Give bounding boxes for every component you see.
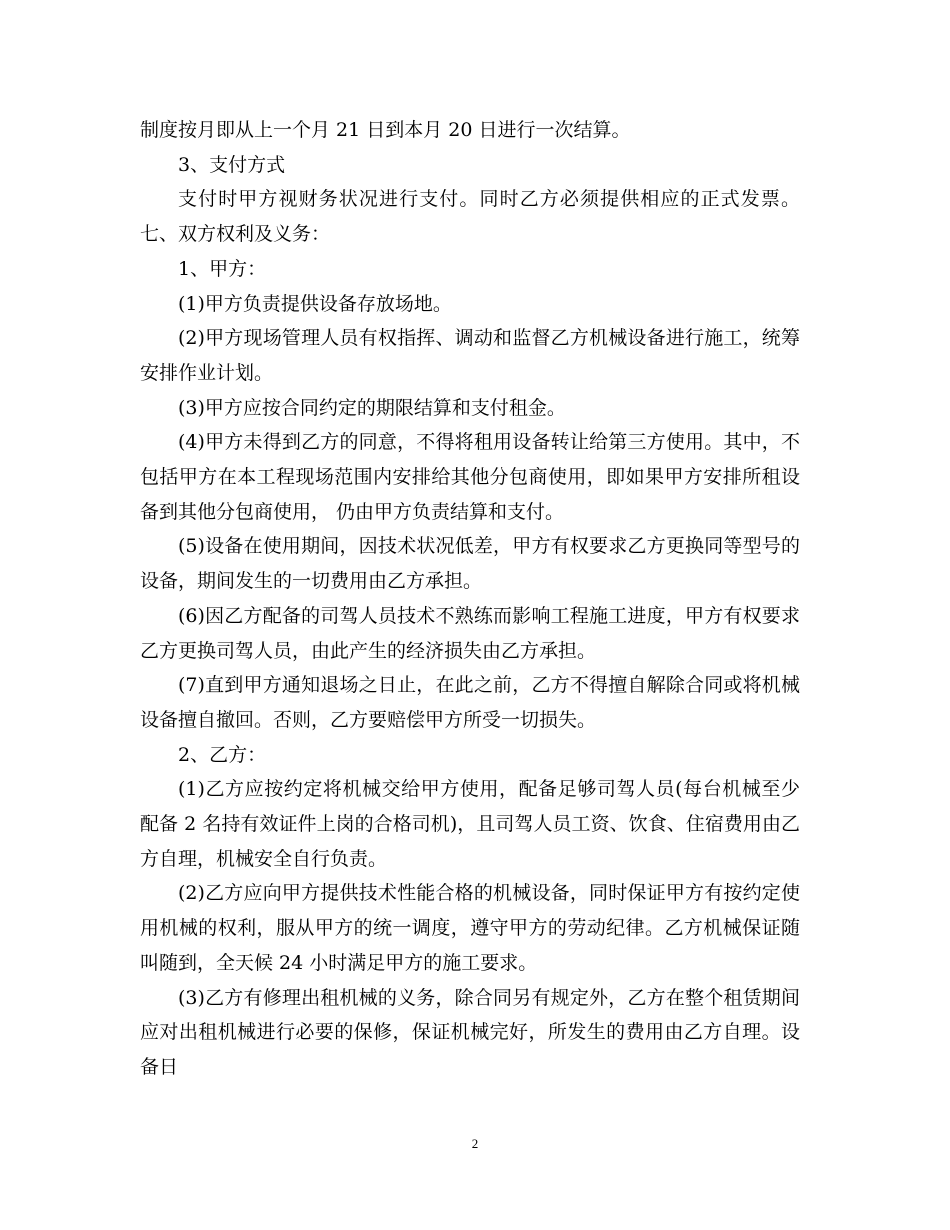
paragraph: 制度按月即从上一个月 21 日到本月 20 日进行一次结算。: [140, 119, 631, 141]
page-number: 2: [471, 1136, 479, 1151]
list-item: (6)因乙方配备的司驾人员技术不熟练而影响工程施工进度，甲方有权要求乙方更换司驾人员，由此产生的经济损失由乙方承担。: [140, 604, 800, 662]
list-item: (1)甲方负责提供设备存放场地。: [178, 292, 452, 315]
section-heading: 3、支付方式: [178, 153, 286, 176]
list-item: (2)甲方现场管理人员有权指挥、调动和监督乙方机械设备进行施工，统筹安排作业计划。: [140, 327, 800, 384]
list-item: (7)直到甲方通知退场之日止，在此之前，乙方不得擅自解除合同或将机械设备擅自撤回。否则，乙方要赔偿甲方所受一切损失。: [140, 674, 800, 731]
list-item: (1)乙方应按约定将机械交给甲方使用，配备足够司驾人员(每台机械至少配备 2 名持有效证件上岗的合格司机)，且司驾人员工资、饮食、住宿费用由乙方自理，机械安全自行负责。: [140, 778, 800, 870]
list-item: (3)乙方有修理出租机械的义务，除合同另有规定外，乙方在整个租赁期间应对出租机械进行必要的保修，保证机械完好，所发生的费用由乙方自理。设备日: [140, 986, 800, 1078]
section-heading: 2、乙方：: [178, 743, 267, 766]
list-item: (4)甲方未得到乙方的同意，不得将租用设备转让给第三方使用。其中，不包括甲方在本工程现场范围内安排给其他分包商使用，即如果甲方安排所租设备到其他分包商使用， 仍由甲方负责结算和支付。: [140, 431, 800, 523]
paragraph: 支付时甲方视财务状况进行支付。同时乙方必须提供相应的正式发票。 七、双方权利及义务：: [140, 188, 800, 246]
list-item: (2)乙方应向甲方提供技术性能合格的机械设备，同时保证甲方有按约定使用机械的权利，服从甲方的统一调度，遵守甲方的劳动纪律。乙方机械保证随叫随到，全天候 24 小时满足甲方的施工要求。: [140, 882, 800, 974]
document-body: [140, 113, 800, 1085]
list-item: (5)设备在使用期间，因技术状况低差，甲方有权要求乙方更换同等型号的设备，期间发生的一切费用由乙方承担。: [140, 535, 800, 593]
list-item: (3)甲方应按合同约定的期限结算和支付租金。: [178, 396, 566, 419]
section-heading: 1、甲方：: [178, 257, 267, 280]
